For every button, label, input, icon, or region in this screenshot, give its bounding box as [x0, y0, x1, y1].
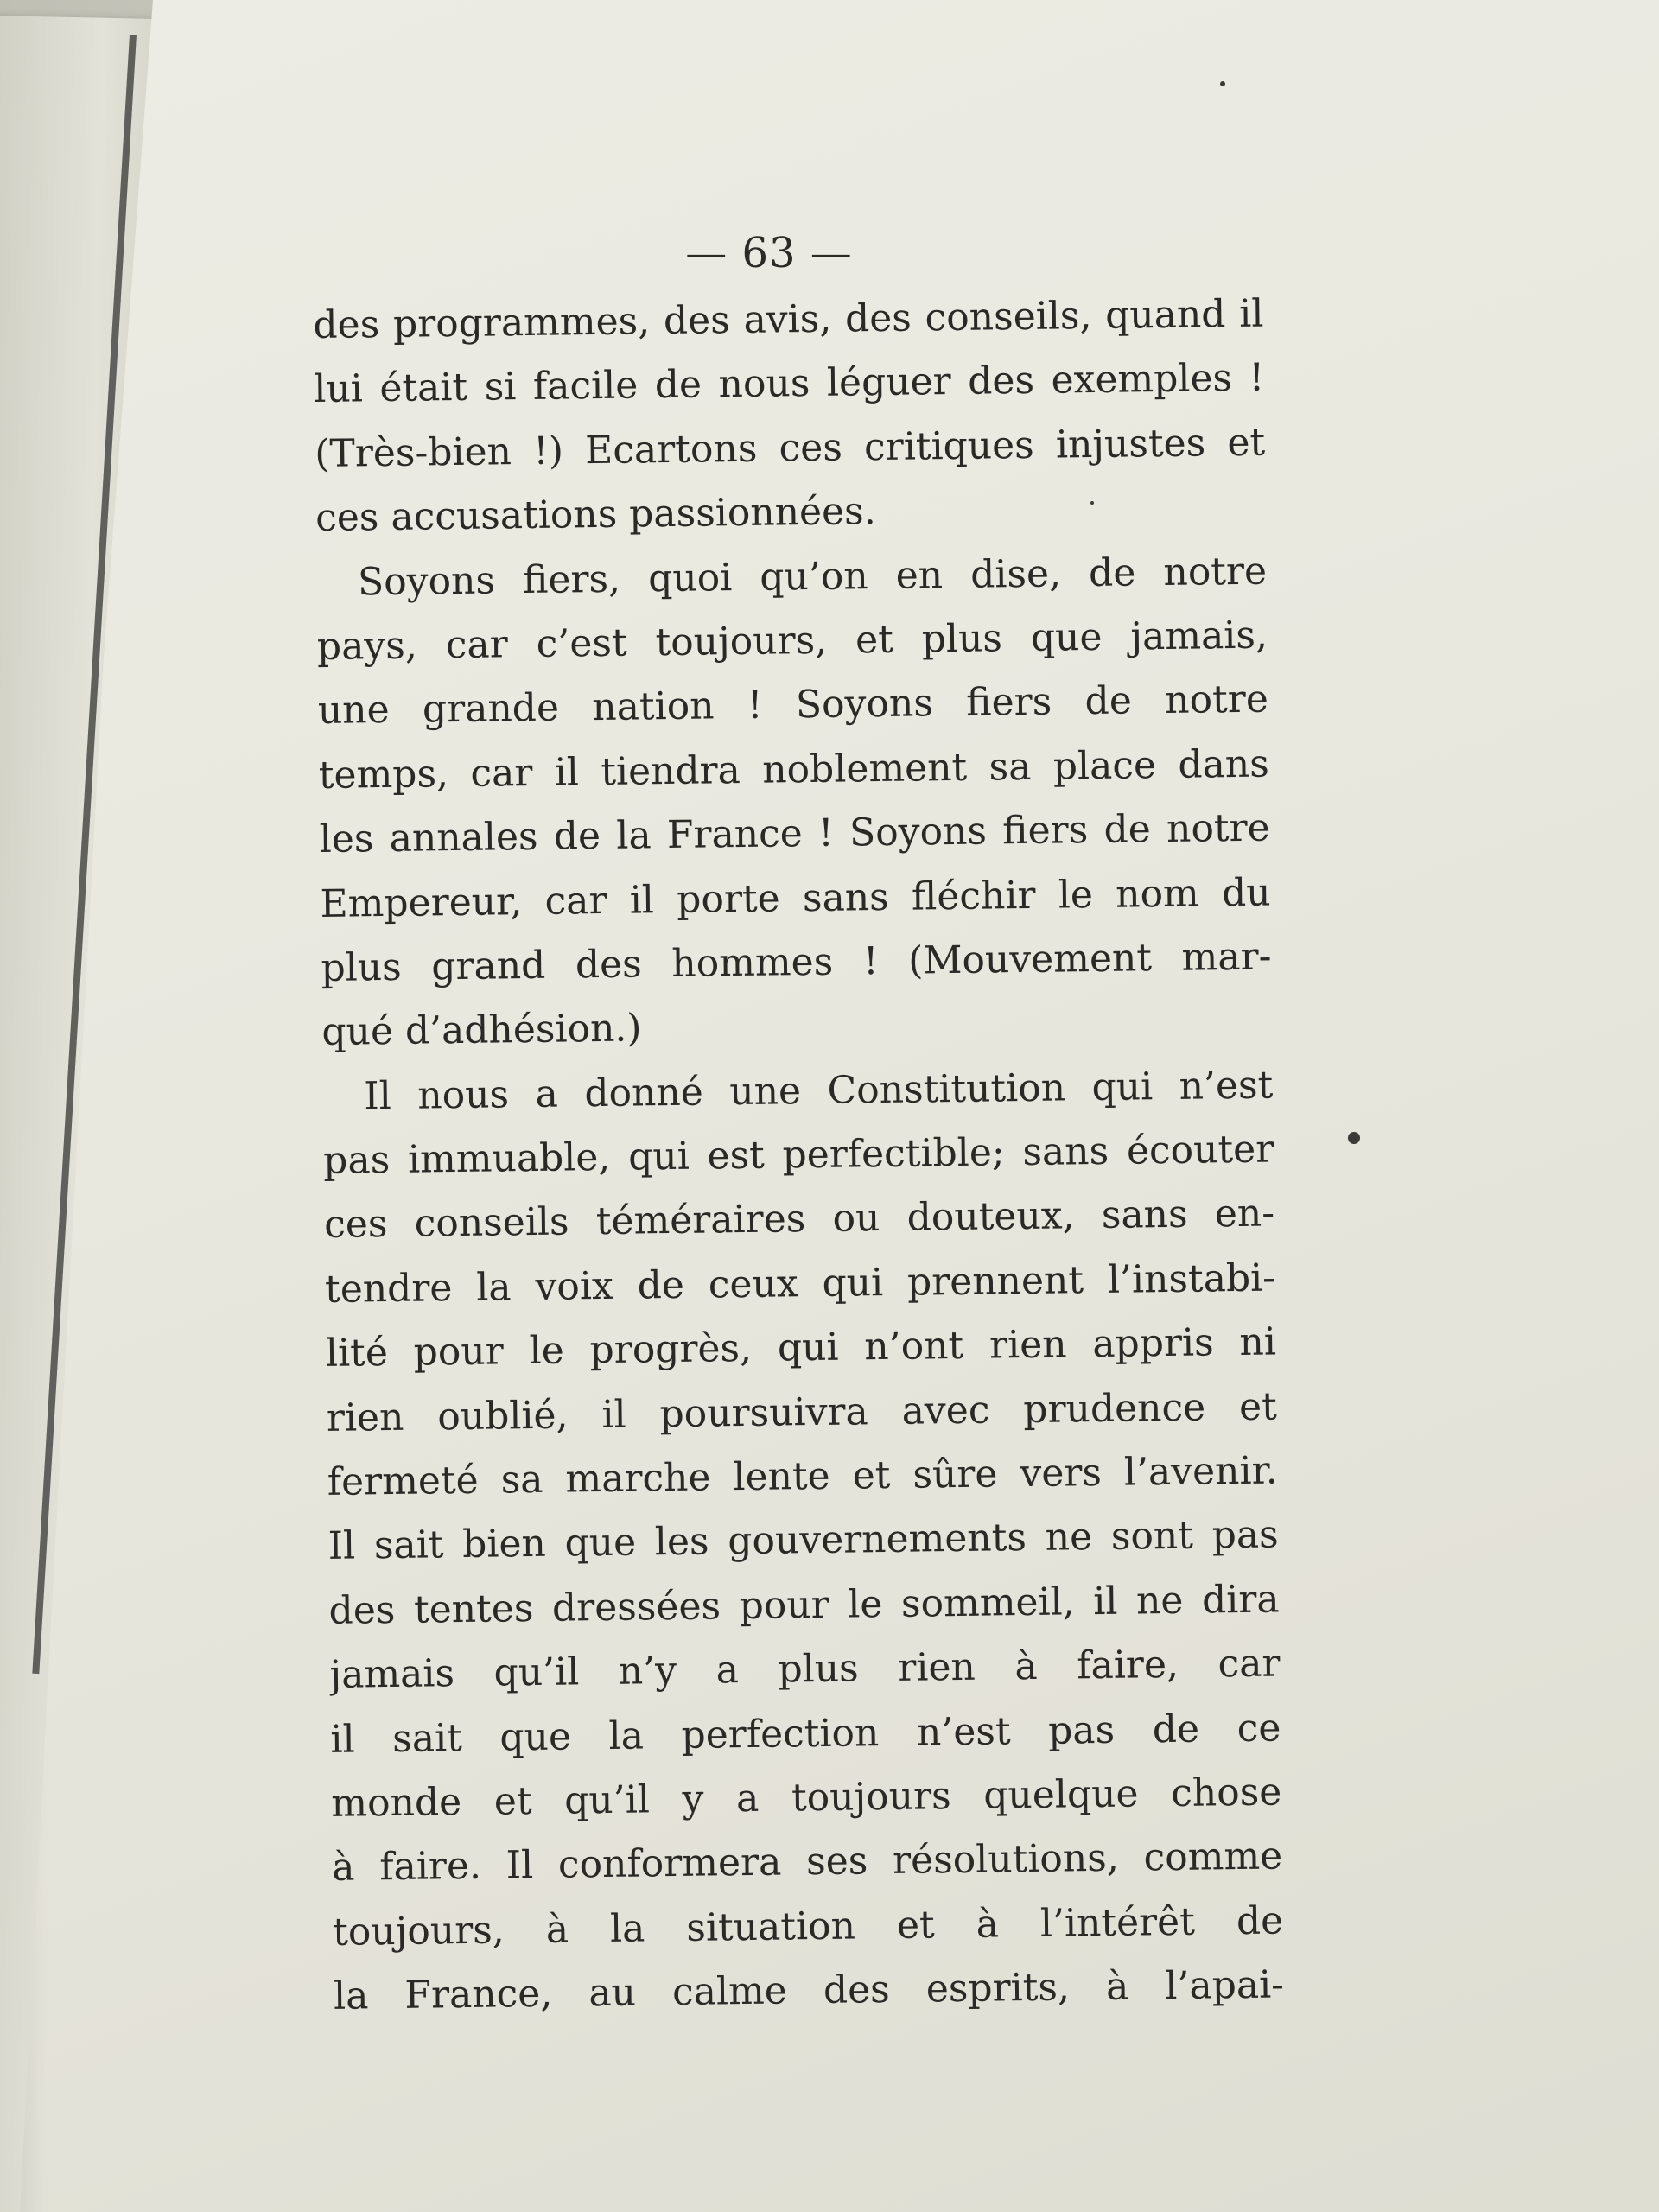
text-line: ces accusations passionnées. — [315, 489, 876, 541]
text-line: plus grand des hommes ! (Mouvement mar- — [321, 934, 1272, 990]
text-line: Soyons fiers, quoi qu’on en dise, de notre — [357, 549, 1268, 604]
ink-speck — [1090, 501, 1094, 505]
text-line: ces conseils téméraires ou douteux, sans en- — [323, 1191, 1275, 1248]
text-line: à faire. Il conformera ses résolutions, comme — [331, 1834, 1283, 1891]
text-line: la France, au calme des esprits, à l’apai- — [333, 1962, 1285, 2019]
text-line: tendre la voix de ceux qui prennent l’instabi- — [324, 1255, 1276, 1312]
text-line: Il sait bien que les gouvernements ne sont pas — [327, 1512, 1279, 1569]
text-line: lui était si facile de nous léguer des exemples ! — [314, 355, 1265, 412]
text-line: des programmes, des avis, des conseils, quand il — [313, 291, 1264, 347]
text-line: fermeté sa marche lente et sûre vers l’avenir. — [327, 1448, 1279, 1504]
text-line: jamais qu’il n’y a plus rien à faire, car — [329, 1641, 1281, 1698]
text-line: temps, car il tiendra noblement sa place dans — [318, 741, 1270, 798]
text-line: des tentes dressées pour le sommeil, il ne dira — [328, 1577, 1280, 1633]
text-line: monde et qu’il y a toujours quelque chose — [331, 1770, 1282, 1826]
text-line: rien oublié, il poursuivra avec prudence et — [326, 1384, 1278, 1440]
text-line: il sait que la perfection n’est pas de ce — [330, 1706, 1281, 1762]
text-line: pays, car c’est toujours, et plus que jamais, — [316, 613, 1268, 669]
text-line: qué d’adhésion.) — [321, 1006, 642, 1055]
text-line: Empereur, car il porte sans fléchir le nom du — [320, 870, 1271, 926]
text-line: une grande nation ! Soyons fiers de notre — [317, 677, 1269, 734]
ink-speck — [1348, 1132, 1360, 1144]
body-text — [313, 283, 1284, 2030]
ink-speck — [1220, 81, 1225, 86]
text-line: les annales de la France ! Soyons fiers de notre — [319, 805, 1270, 862]
text-line: Il nous a donné une Constitution qui n’est — [364, 1063, 1274, 1119]
text-line: lité pour le progrès, qui n’ont rien appris ni — [325, 1319, 1277, 1376]
text-line: (Très-bien !) Ecartons ces critiques injustes et — [314, 420, 1266, 476]
text-line: pas immuable, qui est perfectible; sans écouter — [322, 1127, 1274, 1184]
text-line: toujours, à la situation et à l’intérêt de — [332, 1898, 1284, 1955]
page-number: — 63 — — [685, 229, 853, 277]
